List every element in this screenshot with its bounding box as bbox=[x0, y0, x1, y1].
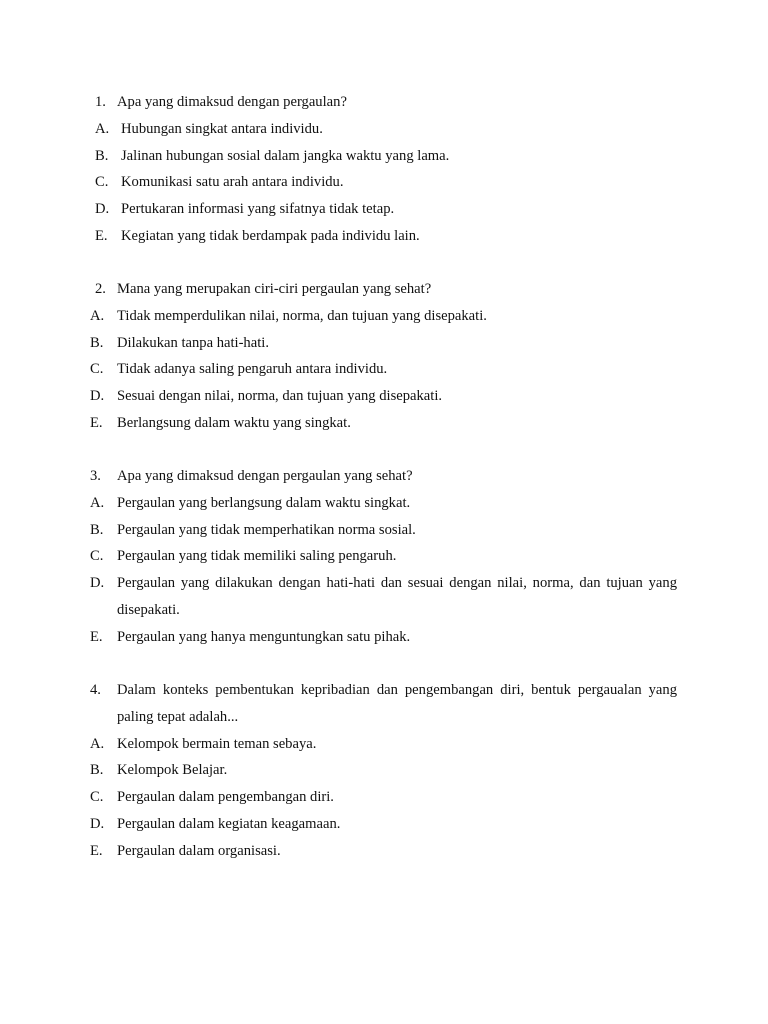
option-a bbox=[90, 303, 677, 330]
question-3 bbox=[90, 463, 677, 651]
question-1-prompt bbox=[90, 89, 677, 116]
option-letter: E. bbox=[90, 414, 103, 431]
option-d bbox=[90, 811, 677, 838]
question-number: 1. bbox=[95, 94, 106, 110]
option-text: Kelompok Belajar. bbox=[117, 762, 228, 779]
option-text: Kelompok bermain teman sebaya. bbox=[117, 735, 317, 752]
option-e bbox=[90, 410, 677, 437]
option-letter: C. bbox=[90, 789, 104, 806]
option-letter: C. bbox=[90, 548, 104, 565]
option-text: Komunikasi satu arah antara individu. bbox=[121, 174, 344, 191]
option-e bbox=[90, 624, 677, 651]
question-4-prompt bbox=[90, 677, 677, 731]
option-letter: C. bbox=[90, 361, 104, 378]
question-2 bbox=[90, 276, 677, 437]
option-letter: E. bbox=[90, 628, 103, 645]
question-text: Apa yang dimaksud dengan pergaulan? bbox=[117, 94, 347, 110]
option-text: Pergaulan yang tidak memperhatikan norma sosial. bbox=[117, 521, 416, 538]
option-text: Sesuai dengan nilai, norma, dan tujuan yang disepakati. bbox=[117, 388, 443, 405]
option-b bbox=[90, 330, 677, 357]
option-letter: B. bbox=[90, 762, 104, 779]
option-letter: D. bbox=[95, 201, 110, 218]
option-letter: E. bbox=[90, 842, 103, 859]
option-c bbox=[90, 169, 677, 196]
option-b bbox=[90, 517, 677, 544]
option-letter: B. bbox=[90, 334, 104, 351]
option-letter: B. bbox=[95, 147, 109, 164]
option-text: Berlangsung dalam waktu yang singkat. bbox=[117, 414, 351, 431]
option-letter: D. bbox=[90, 388, 105, 405]
option-d bbox=[90, 383, 677, 410]
question-3-prompt bbox=[90, 463, 677, 490]
option-text: Pergaulan dalam organisasi. bbox=[117, 842, 281, 859]
option-letter: D. bbox=[90, 815, 105, 832]
option-text: Tidak memperdulikan nilai, norma, dan tujuan yang disepakati. bbox=[117, 307, 487, 324]
option-e bbox=[90, 838, 677, 865]
option-b bbox=[90, 757, 677, 784]
option-a bbox=[90, 490, 677, 517]
option-text: Pergaulan yang hanya menguntungkan satu pihak. bbox=[117, 628, 411, 645]
option-text: Pergaulan dalam kegiatan keagamaan. bbox=[117, 815, 341, 832]
option-letter: A. bbox=[95, 120, 110, 137]
question-number: 2. bbox=[95, 281, 106, 297]
option-text: Pergaulan dalam pengembangan diri. bbox=[117, 789, 334, 806]
option-c bbox=[90, 543, 677, 570]
question-text: Apa yang dimaksud dengan pergaulan yang sehat? bbox=[117, 468, 413, 484]
question-number: 3. bbox=[90, 468, 101, 484]
question-text: Dalam konteks pembentukan kepribadian dan pengembangan diri, bentuk pergaualan yang paling tepat adalah... bbox=[117, 682, 677, 725]
question-1 bbox=[90, 89, 677, 250]
question-number: 4. bbox=[90, 682, 101, 698]
option-a bbox=[90, 731, 677, 758]
question-2-prompt bbox=[90, 276, 677, 303]
option-text: Pergaulan yang tidak memiliki saling pengaruh. bbox=[117, 548, 397, 565]
option-d bbox=[90, 196, 677, 223]
option-letter: A. bbox=[90, 735, 105, 752]
option-c bbox=[90, 784, 677, 811]
option-c bbox=[90, 356, 677, 383]
option-letter: A. bbox=[90, 494, 105, 511]
option-text: Pertukaran informasi yang sifatnya tidak tetap. bbox=[121, 201, 395, 218]
option-text: Kegiatan yang tidak berdampak pada individu lain. bbox=[121, 227, 420, 244]
option-letter: A. bbox=[90, 307, 105, 324]
option-b bbox=[90, 143, 677, 170]
option-text: Dilakukan tanpa hati-hati. bbox=[117, 334, 269, 351]
option-text: Tidak adanya saling pengaruh antara individu. bbox=[117, 361, 388, 378]
option-text: Pergaulan yang berlangsung dalam waktu singkat. bbox=[117, 494, 411, 511]
question-text: Mana yang merupakan ciri-ciri pergaulan yang sehat? bbox=[117, 281, 432, 297]
question-4 bbox=[90, 677, 677, 865]
option-letter: B. bbox=[90, 521, 104, 538]
option-e bbox=[90, 223, 677, 250]
option-letter: E. bbox=[95, 227, 108, 244]
option-letter: C. bbox=[95, 174, 109, 191]
option-letter: D. bbox=[90, 575, 105, 592]
option-text: Hubungan singkat antara individu. bbox=[121, 120, 323, 137]
option-d bbox=[90, 570, 677, 624]
option-text: Pergaulan yang dilakukan dengan hati-hati dan sesuai dengan nilai, norma, dan tujuan yang disepakati. bbox=[117, 575, 677, 618]
option-text: Jalinan hubungan sosial dalam jangka waktu yang lama. bbox=[121, 147, 450, 164]
option-a bbox=[90, 116, 677, 143]
